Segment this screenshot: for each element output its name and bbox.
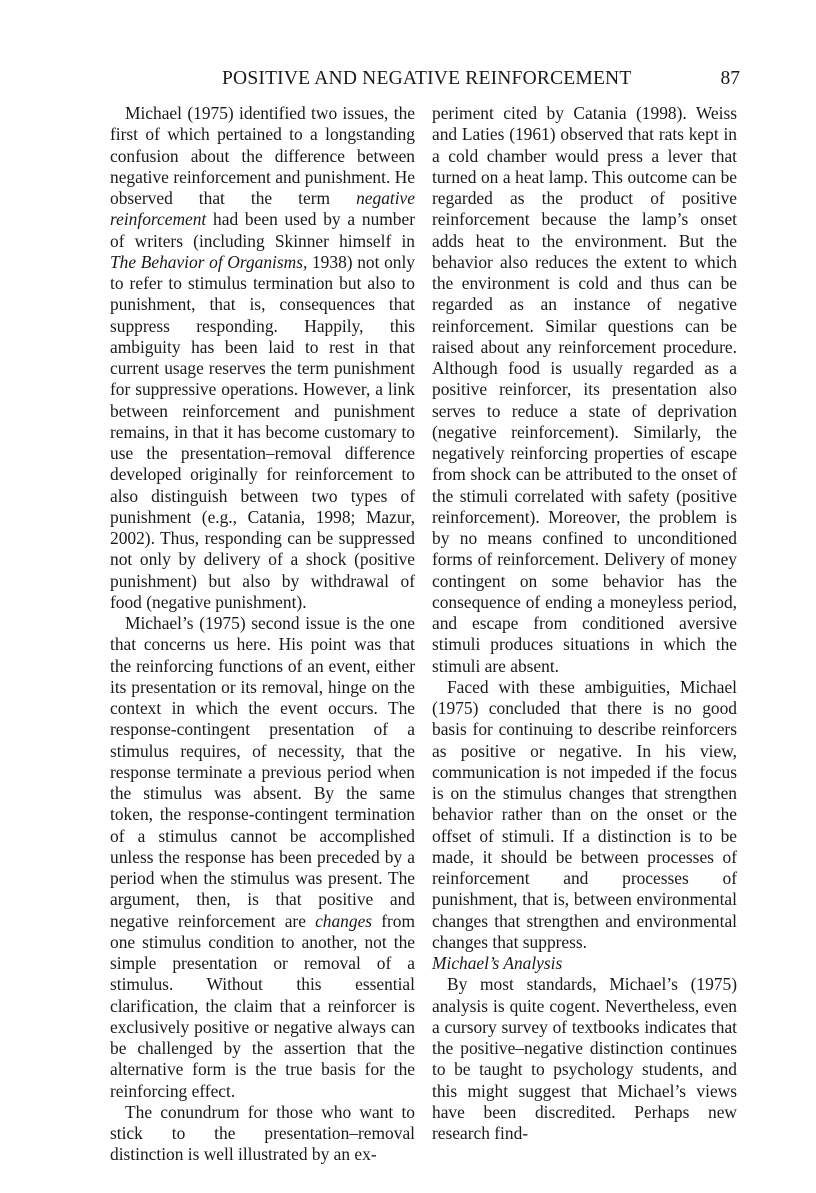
emphasis: negative reinforcement (110, 188, 415, 230)
paragraph: Faced with these ambiguities, Michael (1975) concluded that there is no good basis for continuing to describe reinforcers as positive or negative. In his view, communication is not impeded if the focus is on the stimulus changes that strengthen behavior rather than on the onset or the offset of stimuli. If a distinction is to be made, it should be between processes of reinforcement and processes of punishment, that is, between environmental changes that strengthen and environmental changes that suppress. (432, 676, 737, 952)
emphasis: changes (315, 910, 373, 931)
text-run: from one stimulus condition to another, not the simple presentation or removal of a stimulus. Without this essential clarification, the claim that a reinforcer is exclusively positive or negative always can be challenged by the assertion that the alternative form is the true basis for the reinforcing effect. (110, 910, 416, 1101)
right-column (432, 103, 737, 1144)
text-run: had been used by a number of writers (including Skinner himself in (110, 209, 415, 251)
paragraph: periment cited by Catania (1998). Weiss and Laties (1961) observed that rats kept in a cold chamber would press a lever that turned on a heat lamp. This outcome can be regarded as the product of positive reinforcement because the lamp’s onset adds heat to the environment. But the behavior also reduces the extent to which the environment is cold and thus can be regarded as an instance of negative reinforcement. Similar questions can be raised about any reinforcement procedure. Although food is usually regarded as a positive reinforcer, its presentation also serves to reduce a state of deprivation (negative reinforcement). Similarly, the negatively reinforcing properties of escape from shock can be attributed to the onset of the stimuli correlated with safety (positive reinforcement). Moreover, the problem is by no means confined to unconditioned forms of reinforcement. Delivery of money contingent on some behavior has the consequence of ending a moneyless period, and escape from conditioned aversive stimuli produces situations in which the stimuli are absent. (432, 103, 737, 676)
paragraph: The conundrum for those who want to stick to the presentation–removal distinction is well illustrated by an ex- (110, 1101, 415, 1165)
section-heading: Michael’s Analysis (432, 953, 563, 973)
left-column (110, 103, 415, 1166)
paragraph (110, 103, 415, 613)
page-number: 87 (720, 68, 740, 89)
text-run: Michael’s (1975) second issue is the one that concerns us here. His point was that the reinforcing functions of an event, either its presentation or its removal, hinge on the context in which the event occurs. The response-contingent presentation of a stimulus requires, of necessity, that the response terminate a previous period when the stimulus was absent. By the same token, the response-contingent termination of a stimulus cannot be accomplished unless the response has been preceded by a period when the stimulus was present. The argument, then, is that positive and negative reinforcement are (110, 613, 415, 931)
running-title: POSITIVE AND NEGATIVE REINFORCEMENT (222, 68, 632, 89)
paragraph: By most standards, Michael’s (1975) analysis is quite cogent. Nevertheless, even a cursory survey of textbooks indicates that the positive–negative distinction continues to be taught to psychology students, and this might suggest that Michael’s views have been discredited. Perhaps new research find- (432, 974, 737, 1143)
text-run: 1938) not only to refer to stimulus termination but also to punishment, that is, consequences that suppress responding. Happily, this ambiguity has been laid to rest in that current usage reserves the term punishment for suppressive operations. However, a link between reinforcement and punishment remains, in that it has become customary to use the presentation–removal difference developed originally for reinforcement to also distinguish between two types of punishment (e.g., Catania, 1998; Mazur, 2002). Thus, responding can be suppressed not only by delivery of a shock (positive punishment) but also by withdrawal of food (negative punishment). (110, 251, 415, 612)
paragraph (110, 613, 415, 1102)
running-head (110, 64, 740, 94)
text-run: Michael (1975) identified two issues, the first of which pertained to a longstanding confusion about the difference between negative reinforcement and punishment. He observed that the term (110, 103, 415, 208)
book-title: The Behavior of Organisms, (110, 251, 308, 272)
